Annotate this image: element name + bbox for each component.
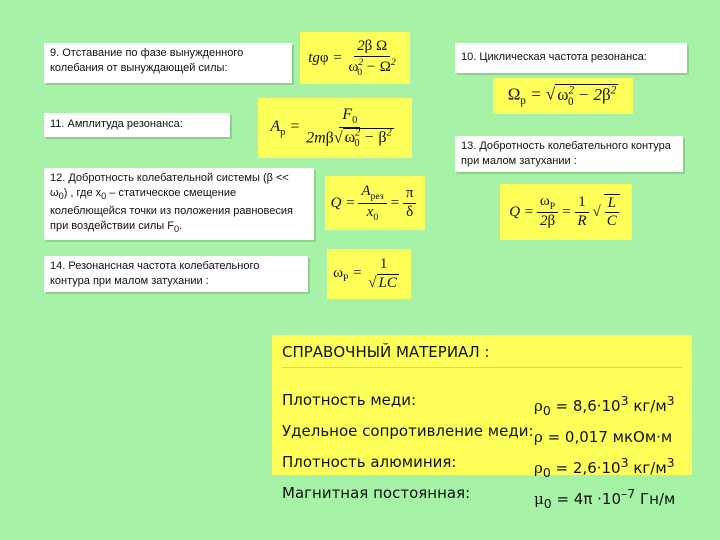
reference-row xyxy=(282,483,682,514)
reference-value-sub: 0 xyxy=(543,496,552,511)
card-quality-factor-text-2: ) , где x xyxy=(63,187,102,199)
reference-value-sub: 0 xyxy=(542,465,551,480)
card-quality-factor-text: 12. Добротность колебательной системы (β << ω xyxy=(50,172,289,199)
card-circuit-quality xyxy=(455,136,683,172)
reference-value-sym: μ xyxy=(534,490,544,508)
reference-value-exp: –7 xyxy=(621,486,636,501)
reference-value-sym: ρ xyxy=(534,428,543,446)
reference-title: СПРАВОЧНЫЙ МАТЕРИАЛ : xyxy=(282,343,682,368)
reference-value xyxy=(534,421,682,452)
card-resonance-amplitude xyxy=(44,113,230,137)
card-quality-factor-text-3: – статическое смещение колеблющейся точки из положения равновесия при воздействии силы F xyxy=(50,187,293,233)
reference-label: Плотность алюминия: xyxy=(282,453,457,471)
formula-circuit-resonance: $\omega_P$ = $\frac{1}{√ LC}$ xyxy=(327,249,411,299)
card-circuit-resonance xyxy=(44,256,308,292)
reference-value-exp: 3 xyxy=(620,455,629,470)
reference-label: Магнитная постоянная: xyxy=(282,484,471,502)
card-quality-factor-sub: 0 xyxy=(58,191,64,202)
reference-row xyxy=(282,452,682,483)
formula-phase-lag: tgφ = $\frac{\text{2β Ω}}{\omega^2_0 - \Omega^2}$ xyxy=(300,32,410,84)
reference-value-value: = 2,6·10 xyxy=(550,459,621,477)
card-quality-factor-sub-2: 0 xyxy=(101,191,107,202)
card-resonance-freq xyxy=(455,43,687,73)
reference-value xyxy=(534,452,682,483)
card-phase-lag-text: 9. Отставание по фазе вынужденного колебания от вынуждающей силы: xyxy=(50,47,244,74)
card-quality-factor-sub-3: 0 xyxy=(173,224,180,235)
reference-value-unit: кг/м xyxy=(628,459,667,477)
reference-label: Удельное сопротивление меди: xyxy=(282,422,534,440)
card-circuit-quality-text: 13. Добротность колебательного контура при малом затухании : xyxy=(461,140,671,167)
reference-value-sym: ρ xyxy=(534,459,543,477)
reference-value xyxy=(534,390,682,421)
reference-value-sym: ρ xyxy=(534,397,543,415)
formula-resonance-freq: $\Omega_p$ = √ $\omega^2_0 - 2\beta^2$ xyxy=(493,78,633,114)
formula-quality-factor: Q = $\frac{A_{рез}}{x_0}$ = $\frac{\pi}{\delta}$ xyxy=(325,176,425,230)
reference-value-unit-exp: 3 xyxy=(666,393,675,408)
reference-row xyxy=(282,421,682,452)
reference-value xyxy=(534,483,682,514)
reference-value-unit-exp: 3 xyxy=(666,455,675,470)
card-phase-lag xyxy=(44,43,292,83)
formula-resonance-amplitude: $A_p$ = $\frac{F_0}{2m\beta√ \omega^2_0 - \beta^2}$ xyxy=(258,98,412,158)
reference-value-unit: кг/м xyxy=(628,397,667,415)
reference-value-value: = 4π ·10 xyxy=(551,490,622,508)
formula-circuit-quality: Q = $\frac{\omega_P}{2\beta}$ = $\frac{1}{R}$ √ $\frac{L}{C}$ xyxy=(500,184,632,240)
reference-value-value: = 8,6·10 xyxy=(550,397,621,415)
card-circuit-resonance-text: 14. Резонансная частота колебательного контура при малом затухании : xyxy=(50,260,260,287)
reference-label: Плотность меди: xyxy=(282,391,417,409)
reference-value-value: = 0,017 мкОм·м xyxy=(542,428,673,446)
card-quality-factor xyxy=(44,168,314,240)
card-resonance-amplitude-text: 11. Амплитуда резонанса: xyxy=(50,118,183,130)
card-resonance-freq-text: 10. Циклическая частота резонанса: xyxy=(461,51,647,63)
reference-value-exp: 3 xyxy=(620,393,629,408)
card-quality-factor-text-4: . xyxy=(179,220,183,233)
reference-row xyxy=(282,390,682,421)
reference-value-sub: 0 xyxy=(542,403,551,418)
reference-value-unit: Гн/м xyxy=(635,490,676,508)
